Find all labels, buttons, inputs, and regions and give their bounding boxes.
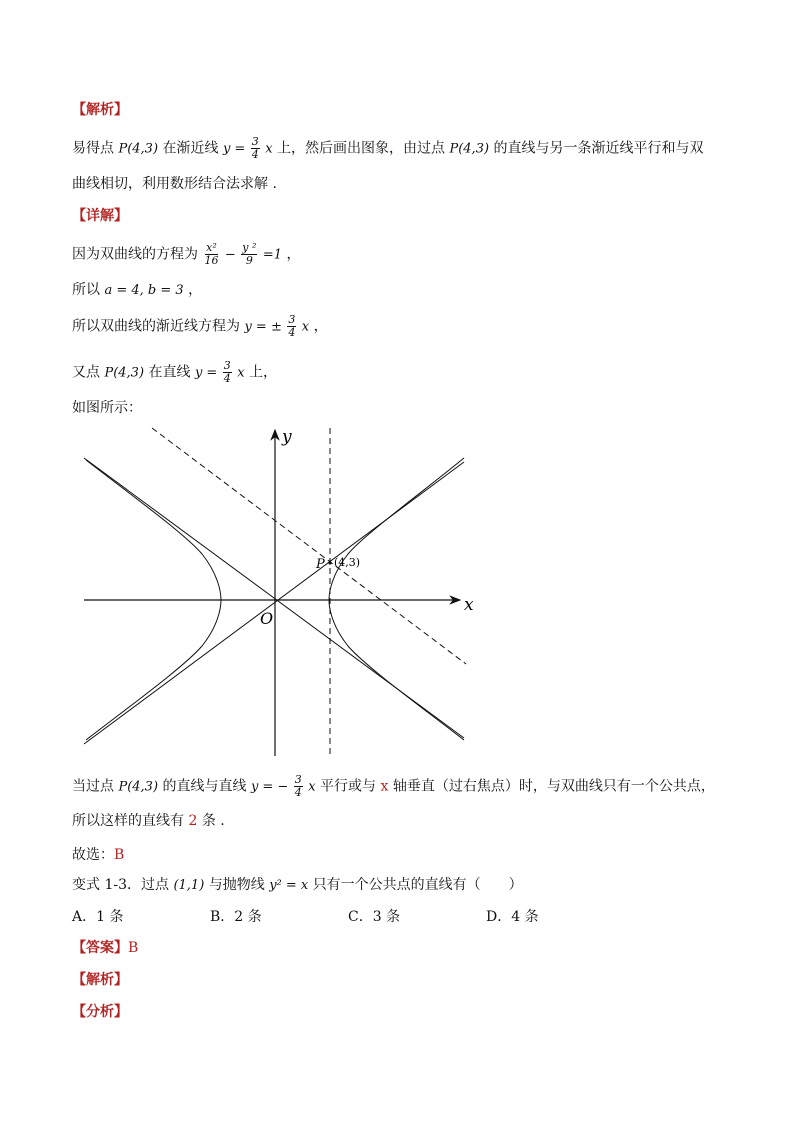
fraction — [223, 360, 232, 385]
analysis-line-1 — [72, 136, 704, 161]
origin-label: O — [260, 609, 274, 628]
text-segment: 轴垂直（过右焦点）时，与双曲线只有一个公共点， — [392, 778, 715, 795]
asymptote-positive — [84, 462, 464, 744]
text-segment: 上， — [249, 364, 278, 381]
variant-question — [72, 875, 523, 896]
option-d: D．4 条 — [486, 909, 539, 925]
text-segment: 易得点 — [72, 140, 114, 157]
text-segment: 的直线与另一条渐近线平行和与双 — [493, 140, 704, 157]
answer-label: 故选： — [72, 847, 114, 863]
point-p-marker — [328, 561, 331, 564]
text-segment: 条 . — [201, 813, 225, 829]
math-lhs: y = ± — [244, 319, 282, 335]
detail-line-5 — [72, 398, 142, 418]
fraction-num: y ² — [242, 241, 257, 254]
hyperbola-right-branch — [329, 458, 464, 740]
p-coord-label: (4,3) — [334, 556, 361, 569]
hyperbola-figure — [80, 424, 480, 758]
fraction — [251, 136, 260, 161]
detail-line-2 — [72, 280, 202, 301]
detail-heading — [72, 206, 128, 226]
highlight-x: x — [380, 778, 389, 795]
detail-line-3 — [72, 314, 328, 339]
fraction — [203, 242, 219, 267]
fraction-den: 9 — [245, 254, 253, 267]
option-c: C．3 条 — [348, 909, 401, 925]
point-p: P(4,3) — [104, 365, 145, 381]
analysis-heading-text: 【解析】 — [72, 972, 128, 988]
fraction — [294, 774, 303, 799]
fraction-den: 4 — [251, 148, 259, 161]
point-p: P(4,3) — [118, 141, 159, 157]
analysis-heading — [72, 100, 128, 120]
variant-analysis-heading — [72, 970, 128, 990]
text-segment: 上，然后画出图象，由过点 — [277, 140, 446, 157]
text-segment: 曲线相切，利用数形结合法求解 . — [72, 176, 277, 192]
p-label: P — [316, 557, 325, 572]
math-var: x — [265, 141, 273, 157]
math-eq: =1 — [262, 247, 283, 263]
fraction-num: 3 — [288, 313, 296, 326]
fraction-den: 16 — [204, 254, 219, 267]
math-lhs: y = − — [250, 779, 289, 795]
answer-section — [72, 938, 138, 958]
answer-value: B — [128, 940, 139, 956]
math-expr: a = 4, b = 3 — [104, 283, 184, 298]
text-segment: ， — [188, 282, 203, 298]
detail-line-1 — [72, 242, 300, 267]
answer-heading: 【答案】 — [72, 940, 128, 956]
detail-heading-text: 【详解】 — [72, 208, 128, 224]
fraction-num: 3 — [223, 359, 231, 372]
text-segment: 在渐近线 — [162, 140, 219, 157]
answer-value: B — [114, 847, 125, 863]
text-segment: ， — [313, 318, 328, 335]
text-segment: ， — [286, 246, 301, 263]
text-segment: 所以这样的直线有 — [72, 813, 184, 829]
text-segment: 因为双曲线的方程为 — [72, 246, 198, 263]
detail-line-4 — [72, 360, 277, 385]
text-segment: 与抛物线 — [208, 877, 265, 893]
text-segment: 如图所示： — [72, 400, 142, 416]
y-axis-label: y — [282, 427, 292, 447]
fenxi-heading — [72, 1002, 128, 1022]
math-var: x — [308, 779, 316, 795]
point-coord: (1,1) — [173, 878, 205, 893]
point-p: P(4,3) — [118, 779, 159, 795]
text-segment: 平行或与 — [320, 778, 377, 795]
dashed-parallel-line — [152, 428, 466, 664]
highlight-count: 2 — [188, 813, 198, 829]
text-segment: 的直线与直线 — [162, 778, 247, 795]
point-p: P(4,3) — [449, 141, 490, 157]
text-segment: 在直线 — [148, 364, 191, 381]
text-segment: 所以双曲线的渐近线方程为 — [72, 318, 240, 335]
math-var: x — [301, 319, 310, 335]
fraction-den: 4 — [288, 326, 296, 339]
fraction — [241, 242, 257, 267]
fenxi-heading-text: 【分析】 — [72, 1004, 128, 1020]
text-segment: 只有一个公共点的直线有（ ） — [312, 877, 523, 893]
fraction-num: 3 — [251, 135, 259, 148]
option-a: A．1 条 — [72, 909, 124, 925]
math-lhs: y = — [222, 141, 246, 157]
text-segment: 所以 — [72, 282, 100, 298]
conclusion-line-1 — [72, 774, 715, 799]
analysis-heading-text: 【解析】 — [72, 102, 128, 118]
x-axis-label: x — [464, 595, 474, 615]
text-segment: 变式 1-3．过点 — [72, 877, 169, 893]
answer-line — [72, 845, 124, 865]
text-segment: 当过点 — [72, 778, 114, 795]
math-lhs: y = — [194, 365, 218, 381]
fraction-den: 4 — [294, 786, 302, 799]
option-b: B．2 条 — [210, 909, 262, 925]
fraction-den: 4 — [223, 372, 231, 385]
text-segment: 又点 — [72, 364, 100, 381]
parabola-equation: y² = x — [269, 878, 309, 893]
conclusion-line-2 — [72, 811, 225, 831]
fraction — [287, 314, 296, 339]
analysis-line-2 — [72, 174, 277, 194]
math-op: − — [224, 247, 236, 263]
fraction-num: 3 — [294, 773, 302, 786]
fraction-num: x² — [206, 241, 217, 254]
math-var: x — [237, 365, 245, 381]
